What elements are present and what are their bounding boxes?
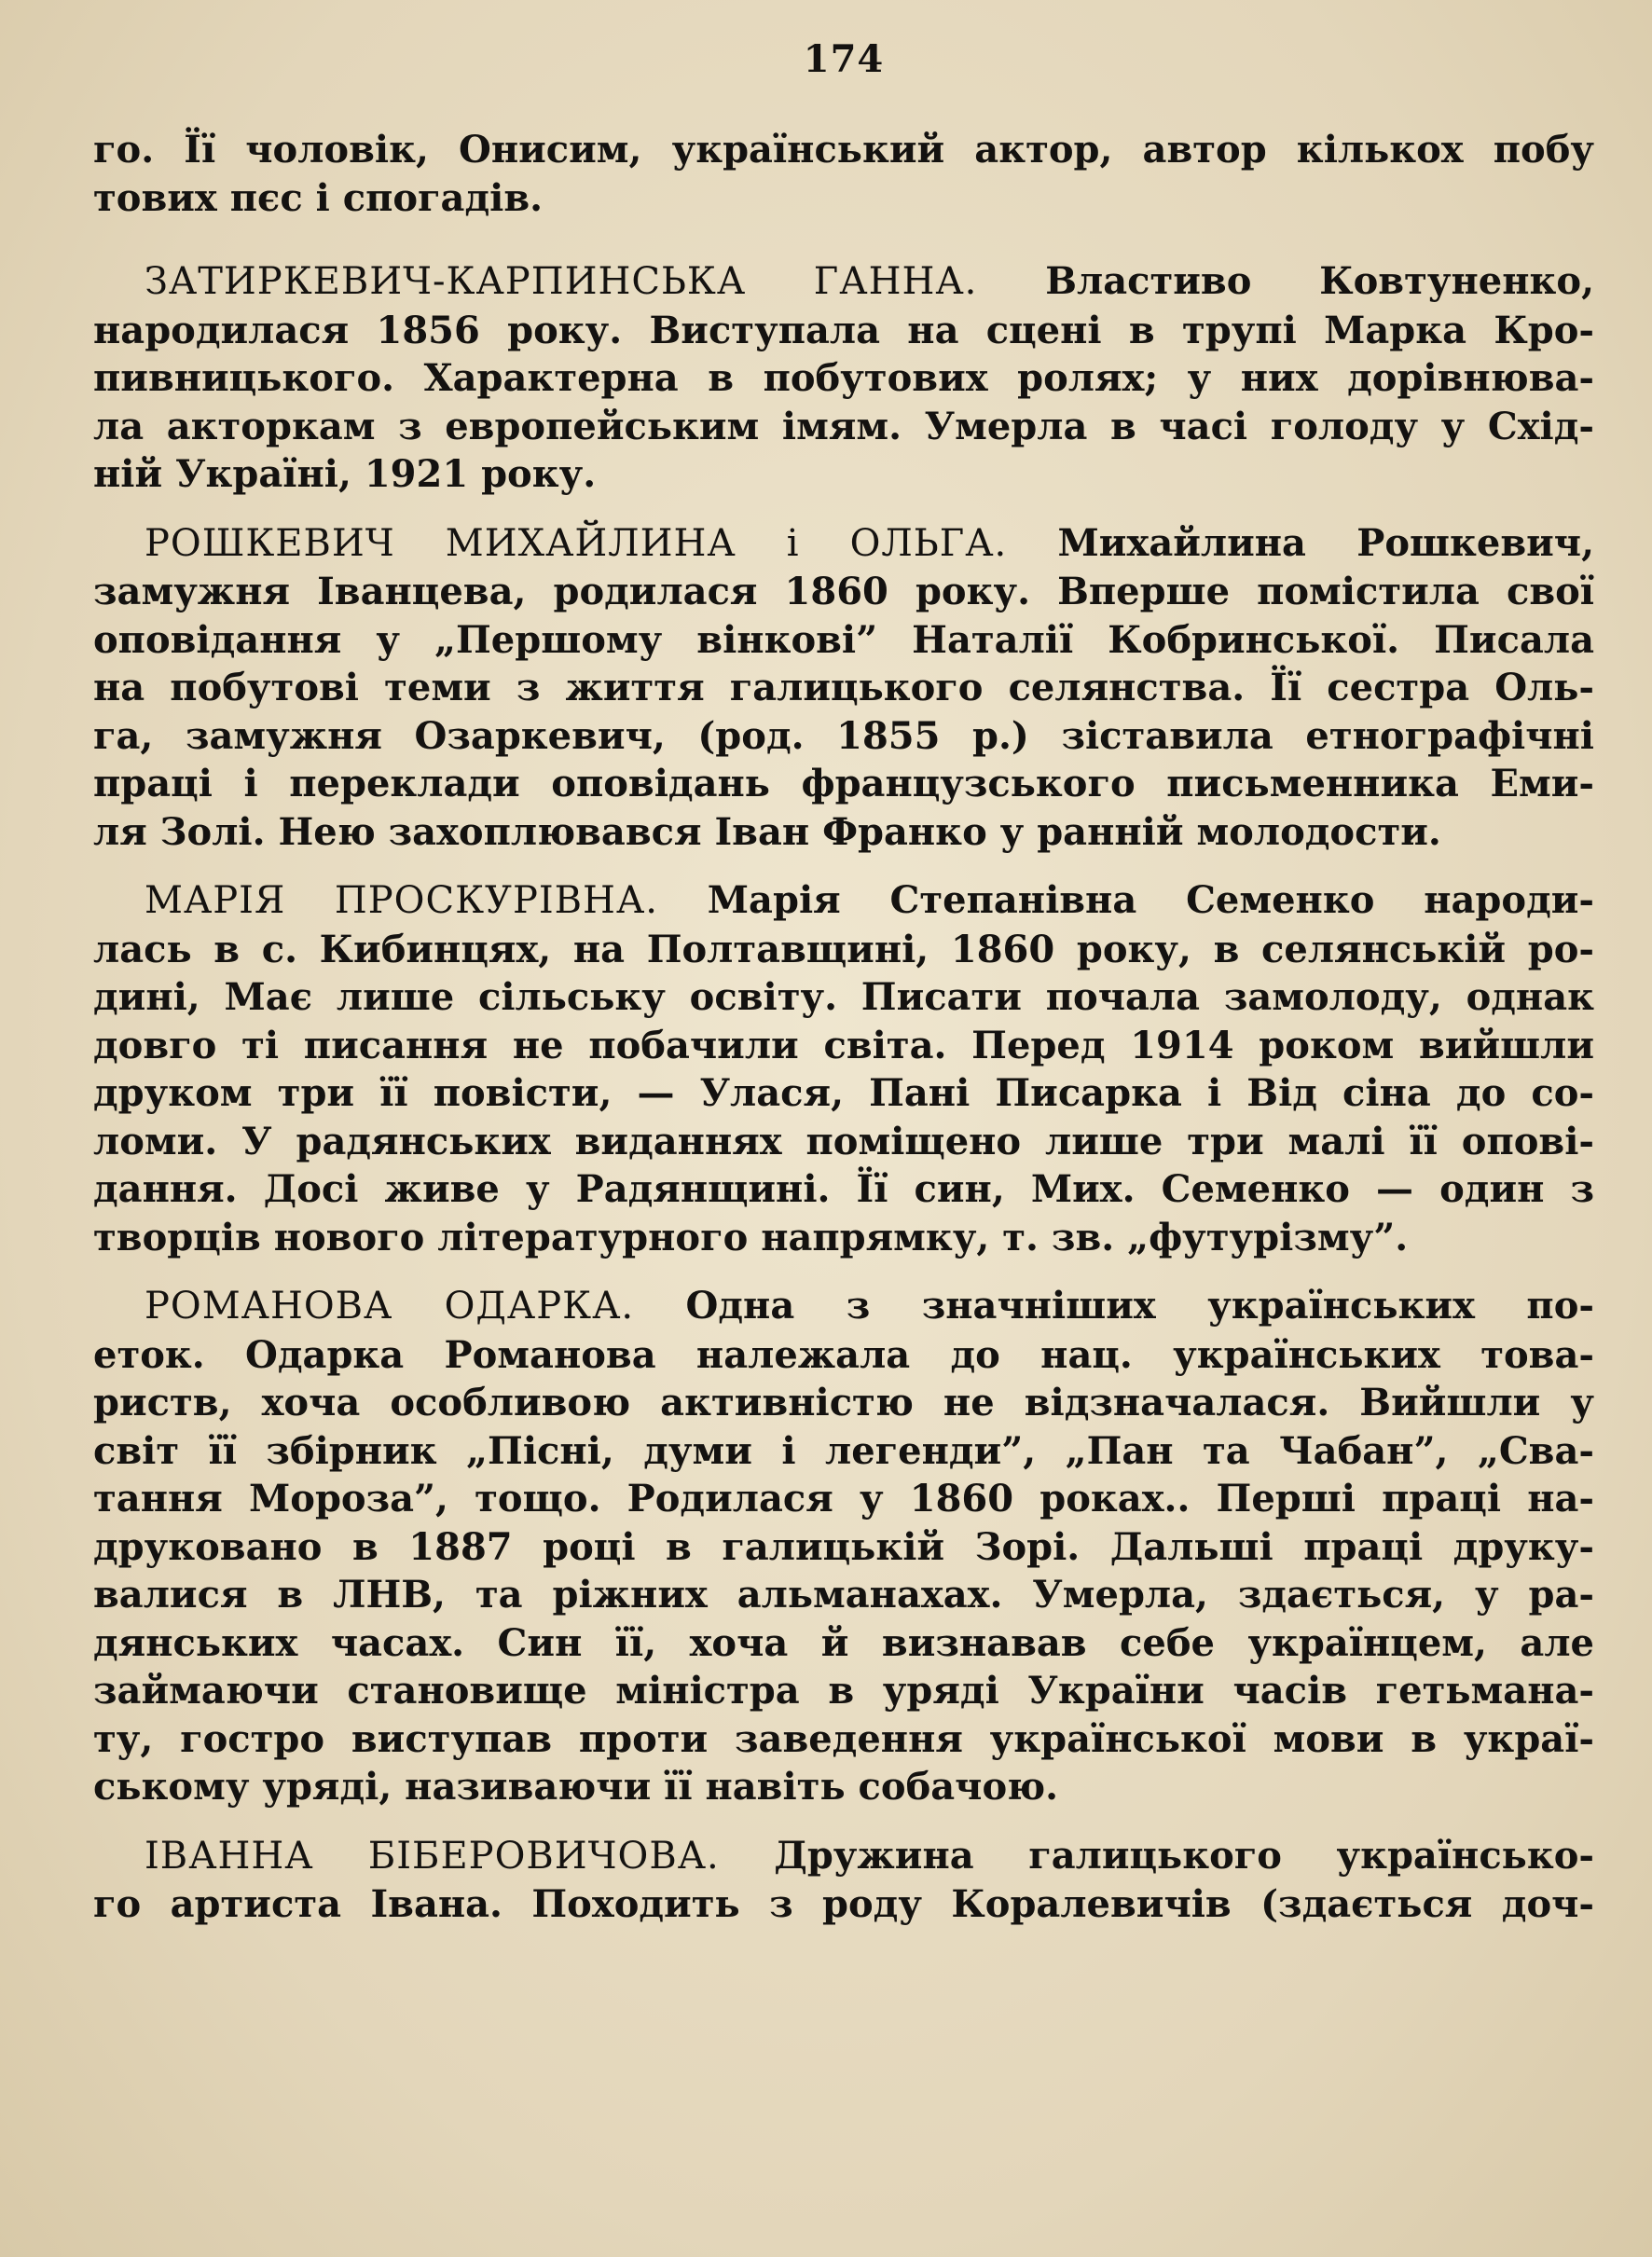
page-number: 174 (803, 37, 885, 81)
text-line: займаючи становище міністра в уряді України часів гетьмана- (93, 1669, 1594, 1713)
text-line: на побутові теми з життя галицького селянства. Її сестра Оль- (93, 666, 1594, 709)
text-line: творців нового літературного напрямку, т. зв. „футурізму”. (93, 1215, 1409, 1259)
text-line: пивницького. Характерна в побутових ролях; у них дорівнюва- (93, 356, 1594, 400)
text-line: дині, Має лише сільську освіту. Писати почала замолоду, однак (93, 975, 1594, 1019)
entry-heading: РОМАНОВА ОДАРКА. (145, 1285, 635, 1328)
paragraph-continuation (93, 126, 1594, 222)
text-line: валися в ЛНВ, та ріжних альманахах. Умерла, здається, у ра- (93, 1573, 1594, 1617)
text-line: замужня Іванцева, родилася 1860 року. Вперше помістила свої (93, 570, 1594, 613)
entry-first-line: ЗАТИРКЕВИЧ-КАРПИНСЬКА ГАННА. Властиво Ковтуненко, (145, 259, 1594, 303)
entry-biberovychova (93, 1832, 1594, 1929)
entry-first-line: ІВАННА БІБЕРОВИЧОВА. Дружина галицького українсько- (145, 1833, 1594, 1878)
entry-heading: МАРІЯ ПРОСКУРІВНА. (145, 879, 658, 922)
text-line: ля Золі. Нею захоплювався Іван Франко у ранній молодости. (93, 809, 1441, 854)
entry-proskurivna (93, 876, 1594, 1261)
text-line: оповідання у „Першому вінкові” Наталії Кобринської. Писала (93, 617, 1594, 662)
text-line: лась в с. Кибинцях, на Полтавщині, 1860 року, в селянській ро- (93, 927, 1594, 971)
text-line: ському уряді, називаючи її навіть собачою. (93, 1765, 1059, 1809)
entry-first-line: МАРІЯ ПРОСКУРІВНА. Марія Степанівна Семенко народи- (145, 878, 1595, 922)
text-line: народилася 1856 року. Виступала на сцені в трупі Марка Кро- (93, 308, 1594, 352)
text-line: праці і переклади оповідань французського письменника Еми- (93, 762, 1594, 805)
text-line: го. Її чоловік, Онисим, український актор, автор кількох побу (93, 128, 1594, 172)
text-line: го артиста Івана. Походить з роду Коралевичів (здається доч- (93, 1882, 1594, 1926)
text-line: тових пєс і спогадів. (93, 175, 544, 220)
entry-heading: ІВАННА БІБЕРОВИЧОВА. (145, 1834, 720, 1878)
text-line: світ її збірник „Пісні, думи і легенди”, „Пан та Чабан”, „Сва- (93, 1428, 1594, 1473)
text-line: ту, гостро виступав проти заведення української мови в украї- (93, 1716, 1594, 1761)
text-line: друковано в 1887 році в галицькій Зорі. Дальші праці друку- (93, 1524, 1594, 1569)
text-line: дянських часах. Син її, хоча й визнавав себе українцем, але (93, 1620, 1594, 1665)
text-line: риств, хоча особливою активністю не відзначалася. Вийшли у (93, 1381, 1594, 1424)
entry-heading: РОШКЕВИЧ МИХАЙЛИНА і ОЛЬГА. (145, 521, 1008, 565)
entry-first-line: РОШКЕВИЧ МИХАЙЛИНА і ОЛЬГА. Михайлина Рошкевич, (145, 520, 1594, 565)
entry-first-line: РОМАНОВА ОДАРКА. Одна з значніших українських по- (145, 1284, 1594, 1328)
entry-heading: ЗАТИРКЕВИЧ-КАРПИНСЬКА ГАННА. (145, 260, 978, 303)
text-line: друком три її повісти, — Улася, Пані Писарка і Від сіна до со- (93, 1071, 1594, 1115)
text-line: тання Мороза”, тощо. Родилася у 1860 роках.. Перші праці на- (93, 1477, 1594, 1521)
text-line: ній Україні, 1921 року. (93, 452, 597, 496)
book-page (93, 37, 1594, 1949)
text-line: еток. Одарка Романова належала до нац. українських това- (93, 1332, 1594, 1377)
text-line: ла акторкам з европейським імям. Умерла в часі голоду у Схід- (93, 404, 1594, 448)
entry-roshkevych (93, 519, 1594, 857)
entry-romanova (93, 1282, 1594, 1811)
text-line: довго ті писання не побачили світа. Перед 1914 роком вийшли (93, 1023, 1594, 1067)
text-line: дання. Досі живе у Радянщині. Її син, Мих. Семенко — один з (93, 1167, 1594, 1211)
entry-zatyrkevych-karpynska (93, 257, 1594, 499)
text-line: га, замужня Озаркевич, (род. 1855 р.) зіставила етнографічні (93, 713, 1594, 758)
text-line: ломи. У радянських виданнях поміщено лише три малі її опові- (93, 1119, 1594, 1163)
